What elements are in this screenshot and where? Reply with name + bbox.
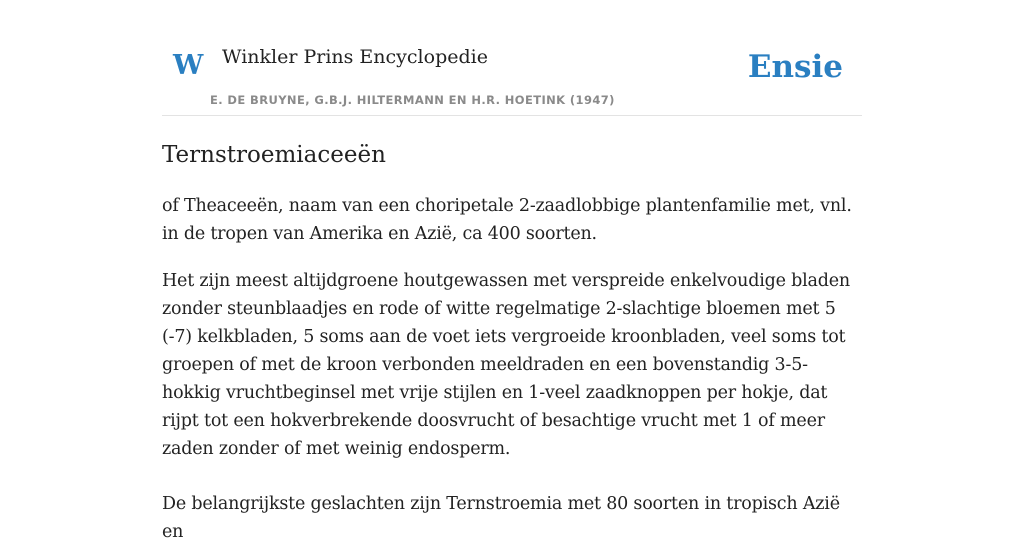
- winkler-prins-logo[interactable]: W: [173, 50, 204, 81]
- encyclopedia-authors: E. DE BRUYNE, G.B.J. HILTERMANN EN H.R. HOETINK (1947): [210, 93, 615, 107]
- encyclopedia-header: [162, 30, 862, 116]
- encyclopedia-title[interactable]: Winkler Prins Encyclopedie: [222, 46, 488, 68]
- article-paragraph: Het zijn meest altijdgroene houtgewassen met verspreide enkelvoudige bladen zonder steunblaadjes en rode of witte regelmatige 2-slachtige bloemen met 5 (-7) kelkbladen, 5 soms aan de voet iets vergroeide kroonbladen, veel soms tot groepen of met de kroon verbonden meeldraden en een bovenstandig 3-5-hokkig vruchtbeginsel met vrije stijlen en 1-veel zaadknoppen per hokje, dat rijpt tot een hokverbrekende doosvrucht of besachtige vrucht met 1 of meer zaden zonder of met weinig endosperm.: [162, 271, 850, 459]
- article-paragraph: De belangrijkste geslachten zijn Ternstroemia met 80 soorten in tropisch Azië en: [162, 494, 840, 542]
- article: [162, 137, 862, 546]
- ensie-logo[interactable]: Ensie: [747, 49, 843, 85]
- article-title: Ternstroemiaceeën: [162, 142, 386, 168]
- article-paragraph: of Theaceeën, naam van een choripetale 2-zaadlobbige plantenfamilie met, vnl. in de tropen van Amerika en Azië, ca 400 soorten.: [162, 196, 852, 244]
